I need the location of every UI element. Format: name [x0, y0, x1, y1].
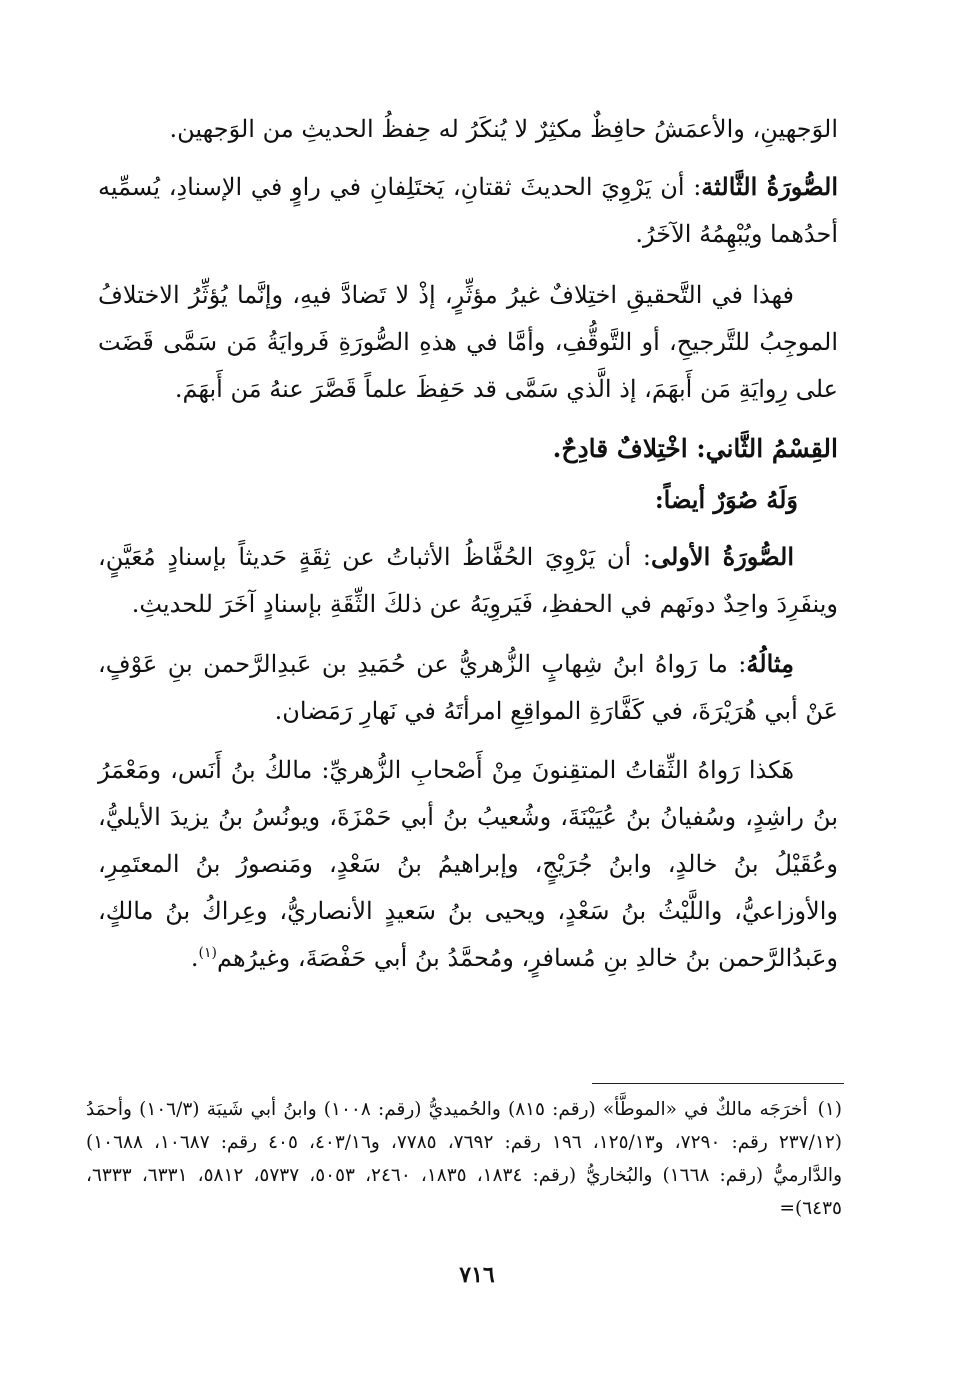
paragraph-5-lead: مِثالُهُ: [746, 649, 794, 678]
paragraph-6-end: .: [190, 944, 199, 972]
paragraph-2-lead: الصُّورَةُ الثَّالثة: [701, 172, 838, 201]
paragraph-4: [98, 533, 838, 628]
paragraph-5-text: : ما رَواهُ ابنُ شِهابٍ الزُّهريُّ عن حُمَيدِ بن عَبدِالرَّحمن بنِ عَوْفٍ، عَنْ أبي هُرَيْرَةَ، في كَفَّارَةِ المواقِعِ امرأتَهُ في نَهارِ رَمَضان.: [98, 650, 838, 725]
paragraph-1: الوَجهينِ، والأعمَشُ حافِظٌ مكثِرٌ لا يُنكَرُ له حِفظُ الحديثِ من الوَجهين.: [169, 115, 838, 143]
body-text: [98, 106, 838, 982]
section-subheading: وَلَهُ صُوَرٌ أيضاً:: [654, 485, 798, 514]
paragraph-3: فهذا في التَّحقيقِ اختِلافٌ غيرُ مؤثِّرٍ، إذْ لا تَضادَّ فيهِ، وإنَّما يُؤثِّرُ الاختلافُ الموجِبُ للتَّرجيحِ، أو التَّوقُّفِ، وأمَّا في هذهِ الصُّورَةِ فَروايَةُ مَن سَمَّى قَضَت على رِوايَةِ مَن أَبهَمَ، إذ الَّذي سَمَّى قد حَفِظَ علماً قَصَّرَ عنهُ مَن أَبهَمَ.: [98, 281, 838, 403]
footnote-text: أخرَجَه مالكٌ في «الموطَّأ» (رقم: ٨١٥) والحُميديُّ (رقم: ١٠٠٨) وابنُ أبي شَيبَة (١٠٦/٣) وأحمَدُ (٢٣٧/١٢ رقم: ٧٢٩٠، و١٢٥/١٣، ١٩٦ رقم: ٧٦٩٢، ٧٧٨٥، و٤٠٣/١٦، ٤٠٥ رقم: ١٠٦٨٧، ١٠٦٨٨) والدَّارميُّ (رقم: ١٦٦٨) والبُخاريُّ (رقم: ١٨٣٤، ١٨٣٥، ٢٤٦٠، ٥٠٥٣، ٥٧٣٧، ٥٨١٢، ٦٣٣١، ٦٣٣٣، ٦٤٣٥)=: [86, 1099, 843, 1219]
paragraph-5: [98, 640, 838, 735]
footnote-marker: (١): [817, 1099, 842, 1120]
paragraph-2: [98, 163, 838, 258]
paragraph-6-text: هَكذا رَواهُ الثِّقاتُ المتقِنونَ مِنْ أَصْحابِ الزُّهريِّ: مالكُ بنُ أَنَس، ومَعْمَرُ بنُ راشِدٍ، وسُفيانُ بنُ عُيَيْنَةَ، وشُعيبُ بنُ أبي حَمْزَةَ، ويونُسُ بنُ يزيدَ الأيليُّ، وعُقَيْلُ بنُ خالدٍ، وابنُ جُرَيْجٍ، وإبراهيمُ بنُ سَعْدٍ، ومَنصورُ بنُ المعتَمِرِ، والأوزاعيُّ، واللَّيْثُ بنُ سَعْدٍ، ويحيى بنُ سَعيدٍ الأنصاريُّ، وعِراكُ بنُ مالكٍ، وعَبدُالرَّحمن بنُ خالدِ بنِ مُسافرٍ، ومُحمَّدُ بنُ أبي حَفْصَةَ، وغيرُهم: [98, 756, 838, 972]
paragraph-4-lead: الصُّورَةُ الأولى: [650, 542, 794, 571]
section-heading: القِسْمُ الثَّاني: اخْتِلافٌ قادِحٌ.: [552, 434, 838, 463]
paragraph-6: [98, 747, 838, 982]
paragraph-4-text: : أن يَرْوِيَ الحُفَّاظُ الأثباتُ عن ثِقَةٍ حَديثاً بإسنادٍ مُعَيَّنٍ، وينفَرِدَ واحِدٌ دونَهم في الحفظِ، فَيَروِيَهُ عن ذلكَ الثِّقَةِ بإسنادٍ آخَرَ للحديثِ.: [98, 543, 838, 618]
page-number: ٧١٦: [459, 1262, 495, 1288]
footnote-separator: [592, 1083, 844, 1084]
footnote-reference: (١): [198, 945, 218, 961]
footnote-1: [86, 1093, 842, 1225]
paragraph-2-text: : أن يَرْوِيَ الحديثَ ثقتانِ، يَختَلِفانِ في راوٍ في الإسنادِ، يُسمِّيه أحدُهما ويُبْهِمُهُ الآخَرُ.: [98, 173, 838, 248]
